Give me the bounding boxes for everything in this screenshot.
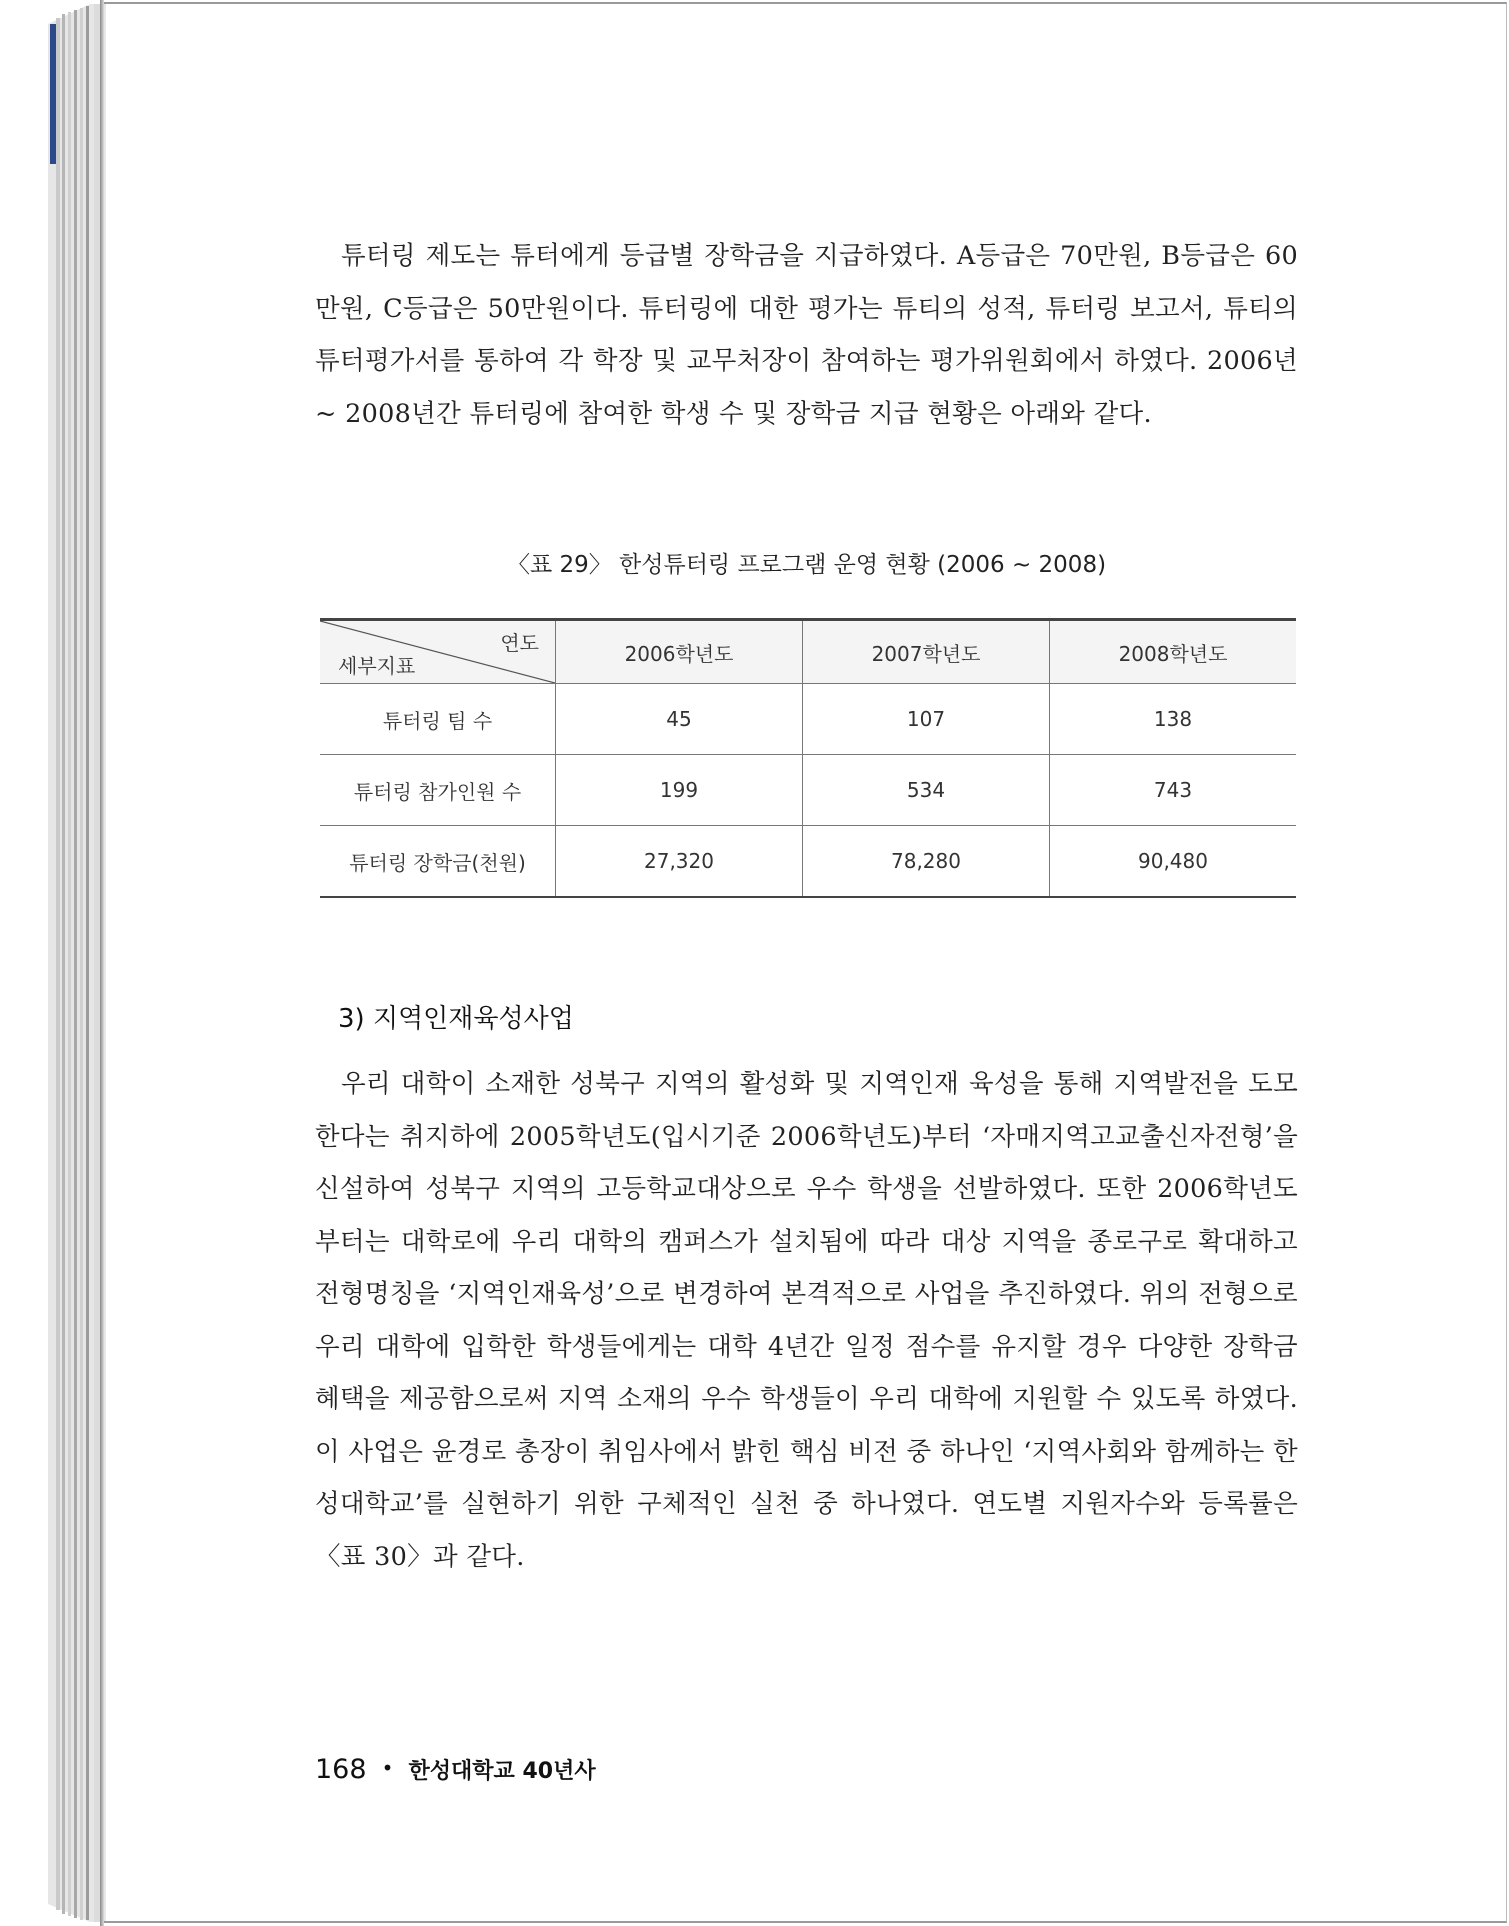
book-title: 한성대학교 40년사 — [408, 1759, 596, 1784]
table-row — [320, 826, 1296, 898]
book-spine-edge — [48, 4, 106, 1922]
table-header-row — [320, 620, 1296, 684]
corner-label-indicator: 세부지표 — [338, 654, 416, 678]
table-cell: 138 — [1050, 684, 1297, 755]
table-cell: 534 — [803, 755, 1050, 826]
body-text-top — [315, 230, 1298, 440]
table-cell: 45 — [556, 684, 803, 755]
row-label: 튜터링 팀 수 — [320, 684, 556, 755]
table-cell: 743 — [1050, 755, 1297, 826]
section-heading: 3) 지역인재육성사업 — [338, 1004, 574, 1034]
page-footer — [315, 1754, 596, 1785]
table-cell: 78,280 — [803, 826, 1050, 898]
table-cell: 27,320 — [556, 826, 803, 898]
footer-bullet: • — [381, 1756, 394, 1780]
column-header: 2006학년도 — [556, 620, 803, 684]
corner-label-year: 연도 — [500, 631, 539, 655]
table-corner-cell — [320, 620, 556, 684]
table-cell: 90,480 — [1050, 826, 1297, 898]
paragraph-tutoring: 튜터링 제도는 튜터에게 등급별 장학금을 지급하였다. A등급은 70만원, B등급은 60만원, C등급은 50만원이다. 튜터링에 대한 평가는 튜티의 성적, 튜터링 보고서, 튜티의 튜터평가서를 통하여 각 학장 및 교무처장이 참여하는 평가위원회에서 하였다. 2006년 ~ 2008년간 튜터링에 참여한 학생 수 및 장학금 지급 현황은 아래와 같다. — [315, 241, 1298, 429]
column-header: 2008학년도 — [1050, 620, 1297, 684]
table-cell: 199 — [556, 755, 803, 826]
page-number: 168 — [315, 1754, 367, 1785]
body-text-bottom — [315, 1058, 1298, 1583]
row-label: 튜터링 참가인원 수 — [320, 755, 556, 826]
table-caption: 〈표 29〉 한성튜터링 프로그램 운영 현황 (2006 ~ 2008) — [506, 552, 1107, 578]
column-header: 2007학년도 — [803, 620, 1050, 684]
paragraph-regional-talent: 우리 대학이 소재한 성북구 지역의 활성화 및 지역인재 육성을 통해 지역발전을 도모한다는 취지하에 2005학년도(입시기준 2006학년도)부터 ‘자매지역고교출신자전형’을 신설하여 성북구 지역의 고등학교대상으로 우수 학생을 선발하였다. 또한 2006학년도부터는 대학로에 우리 대학의 캠퍼스가 설치됨에 따라 대상 지역을 종로구로 확대하고 전형명칭을 ‘지역인재육성’으로 변경하여 본격적으로 사업을 추진하였다. 위의 전형으로 우리 대학에 입학한 학생들에게는 대학 4년간 일정 점수를 유지할 경우 다양한 장학금 혜택을 제공함으로써 지역 소재의 우수 학생들이 우리 대학에 지원할 수 있도록 하였다. 이 사업은 윤경로 총장이 취임사에서 밝힌 핵심 비전 중 하나인 ‘지역사회와 함께하는 한성대학교’를 실현하기 위한 구체적인 실천 중 하나였다. 연도별 지원자수와 등록률은 〈표 30〉과 같다. — [315, 1069, 1298, 1572]
tutoring-stats-table — [320, 618, 1296, 898]
table-row — [320, 684, 1296, 755]
table-cell: 107 — [803, 684, 1050, 755]
table-row — [320, 755, 1296, 826]
row-label: 튜터링 장학금(천원) — [320, 826, 556, 898]
